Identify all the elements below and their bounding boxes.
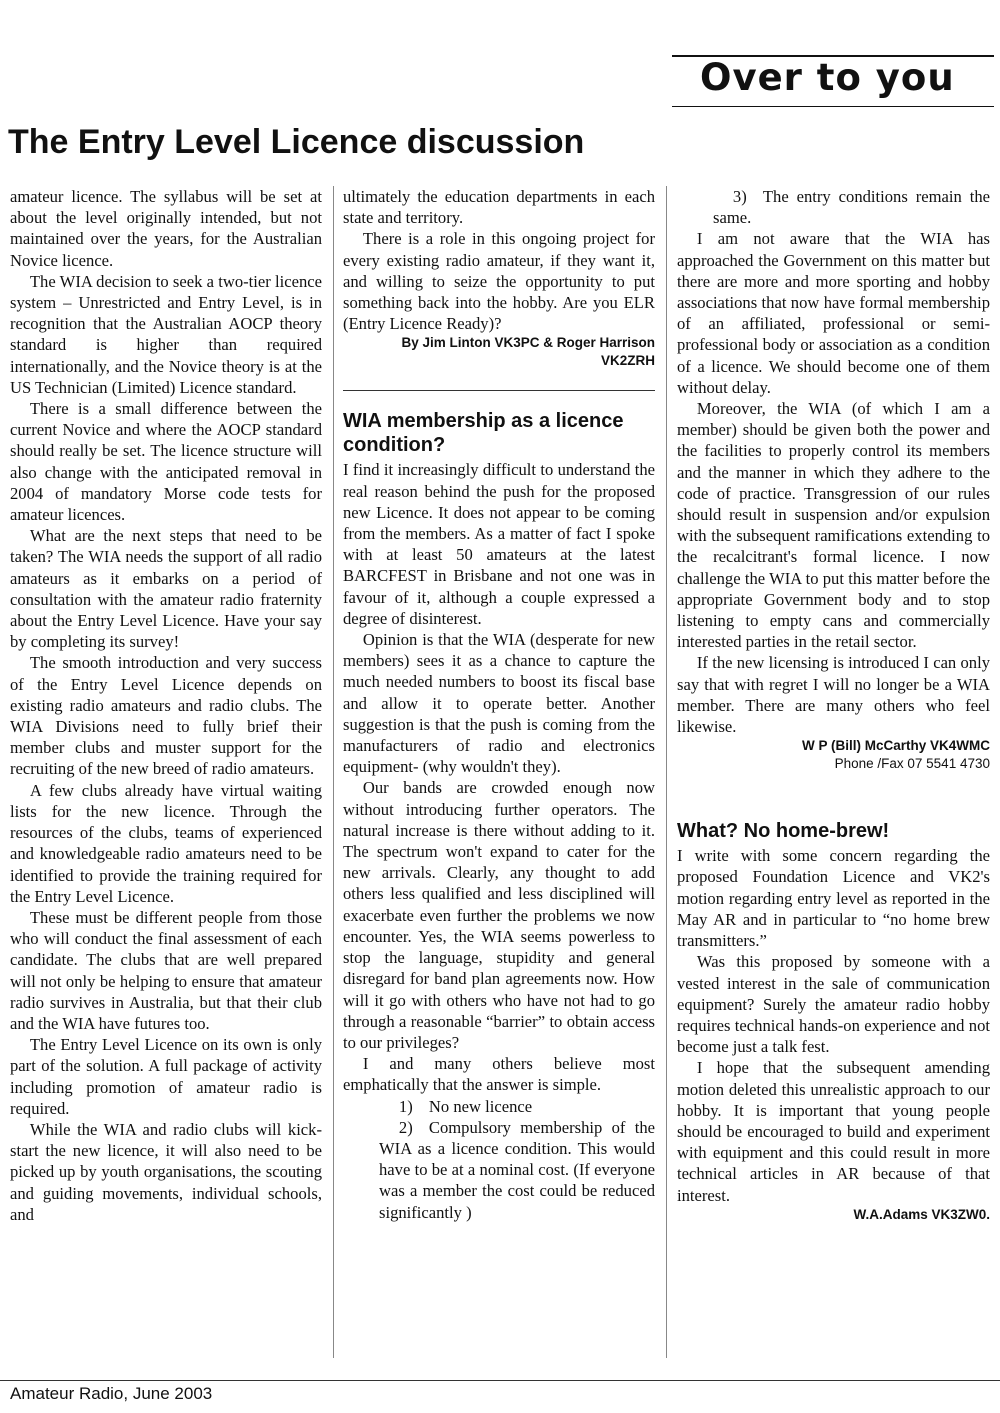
list-text: The entry conditions remain the same. [713, 187, 990, 228]
list-text: No new licence [428, 1096, 533, 1116]
paragraph: Was this proposed by someone with a vested interest in the sale of communication equipment? Surely the amateur radio hobby requires technical hands-on experience and not become just a talk fest. [677, 952, 990, 1057]
paragraph: These must be different people from those who will conduct the final assessment of each candidate. The clubs that are well prepared will not only be helping to ensure that amateur radio survives in Australia, but that their club and the WIA have futures too. [10, 907, 322, 1033]
home-brew-heading: What? No home-brew! [677, 820, 890, 843]
paragraph: Opinion is that the WIA (desperate for new members) sees it as a chance to capture the much needed numbers to boost its fiscal base and allow it to operate better. Another suggestion is that the push is coming from the manufacturers of radio and electronics equipment- (why wouldn't they). [343, 630, 655, 777]
byline-line-1: By Jim Linton VK3PC & Roger Harrison [401, 335, 655, 351]
paragraph: ultimately the education departments in each state and territory. [343, 187, 655, 228]
list-item [343, 1117, 655, 1223]
list-text: Compulsory membership of the WIA as a licence condition. This would have to be at a nominal cost. (If everyone was a member the cost could be reduced significantly ) [379, 1117, 655, 1222]
author-byline [343, 334, 655, 370]
list-item [677, 186, 990, 228]
list-number: 3) [732, 187, 747, 206]
paragraph: amateur licence. The syllabus will be set at about the level originally intended, but not maintained over the years, for the Australian Novice licence. [10, 187, 322, 270]
paragraph: The WIA decision to seek a two-tier licence system – Unrestricted and Entry Level, is in recognition that the Australian AOCP theory standard is higher than required internationally, and the Novice theory is at the US Technician (Limited) Licence standard. [10, 271, 322, 397]
list-item [343, 1096, 655, 1117]
section-gap [677, 773, 990, 819]
column-divider [333, 186, 334, 1358]
author-phone: Phone /Fax 07 5541 4730 [834, 756, 990, 772]
column-divider [666, 186, 667, 1358]
paragraph: I write with some concern regarding the proposed Foundation Licence and VK2's motion regarding entry level as reported in the May AR and in particular to “no home brew transmitters.” [677, 846, 990, 951]
paragraph: I find it increasingly difficult to understand the real reason behind the push for the proposed new Licence. It does not appear to be coming from the members. As a matter of fact I spoke with at least 50 amateurs at the latest BARCFEST in Brisbane and not one was in favour of it, although a couple expressed a degree of disinterest. [343, 460, 655, 628]
author-signature: W.A.Adams VK3ZW0. [853, 1206, 990, 1222]
paragraph: I hope that the subsequent amending motion deleted this unrealistic approach to our hobby. It is important that young people should be encouraged to build and experiment with equipment and this could result in more technical articles in AR because of that interest. [677, 1058, 990, 1205]
page-footer: Amateur Radio, June 2003 [10, 1384, 213, 1403]
paragraph: What are the next steps that need to be taken? The WIA needs the support of all radio amateurs as it embarks on a period of consultation with the amateur radio fraternity about the Entry Level Licence. Have your say by completing its survey! [10, 526, 322, 652]
column-1 [10, 186, 322, 1225]
list-number: 1) [398, 1096, 413, 1116]
byline-line-2: VK2ZRH [600, 353, 655, 369]
article-separator [343, 390, 655, 391]
column-2 [343, 186, 655, 1223]
paragraph: Moreover, the WIA (of which I am a member) should be given both the power and the facilities to properly control its members and the manner in which they adhere to the code of practice. Transgression of our rules should result in suspension and/or expulsion with the subsequent ramifications extending to the recalcitrant's formal licence. I now challenge the WIA to put this matter before the appropriate Government body and to stop listening to empty cans and commercially interested parties in the retail sector. [677, 399, 990, 652]
wia-membership-heading: WIA membership as a licence condition? [343, 410, 624, 457]
paragraph: The Entry Level Licence on its own is only part of the solution. A full package of activity including promotion of amateur radio is required. [10, 1035, 322, 1118]
paragraph: I and many others believe most emphatically that the answer is simple. [343, 1054, 655, 1095]
paragraph: Our bands are crowded enough now without introducing further operators. The natural increase is there without adding to it. The spectrum won't expand to cater for the new arrivals. Clearly, any thought to add others less qualified and less disciplined will exacerbate even further the problems we now encounter. Yes, the WIA seems powerless to stop the language, stupidity and general disregard for band plan agreements now. How will it go with others who have not had to go through a reasonable “barrier” to obtain access to our privileges? [343, 778, 655, 1052]
header-bottom-rule [672, 106, 994, 107]
paragraph: While the WIA and radio clubs will kick-start the new licence, it will also need to be picked up by youth organisations, the scouting and guiding movements, individual schools, and [10, 1119, 322, 1224]
list-number: 2) [398, 1117, 413, 1137]
section-heading: Over to you [700, 56, 955, 99]
footer-rule [0, 1380, 1000, 1381]
article-title: The Entry Level Licence discussion [8, 123, 585, 161]
paragraph: There is a role in this ongoing project for every existing radio amateur, if they want it, and willing to seize the opportunity to put something back into the hobby. Are you ELR (Entry Licence Ready)? [343, 229, 655, 334]
paragraph: If the new licensing is introduced I can only say that with regret I will no longer be a WIA member. There are many others who feel likewise. [677, 653, 990, 737]
paragraph: I am not aware that the WIA has approached the Government on this matter but there are more and more sporting and hobby associations that now have formal membership of an affiliated, professional or semi-professional body or association as a condition of a licence. We should become one of them without delay. [677, 229, 990, 397]
author-signature: W P (Bill) McCarthy VK4WMC [801, 738, 990, 754]
paragraph: A few clubs already have virtual waiting lists for the new licence. Through the resources of the clubs, teams of experienced and knowledgeable radio amateurs need to be identified to provide the training required for the Entry Level Licence. [10, 780, 322, 906]
paragraph: There is a small difference between the current Novice and where the AOCP standard should really be set. The licence structure will also change with the anticipated removal in 2004 of mandatory Morse code tests for amateur licences. [10, 399, 322, 525]
column-3 [677, 186, 990, 1224]
paragraph: The smooth introduction and very success of the Entry Level Licence depends on existing radio amateurs and radio clubs. The WIA Divisions need to fully brief their member clubs and muster support for the recruiting of the new breed of radio amateurs. [10, 653, 322, 779]
